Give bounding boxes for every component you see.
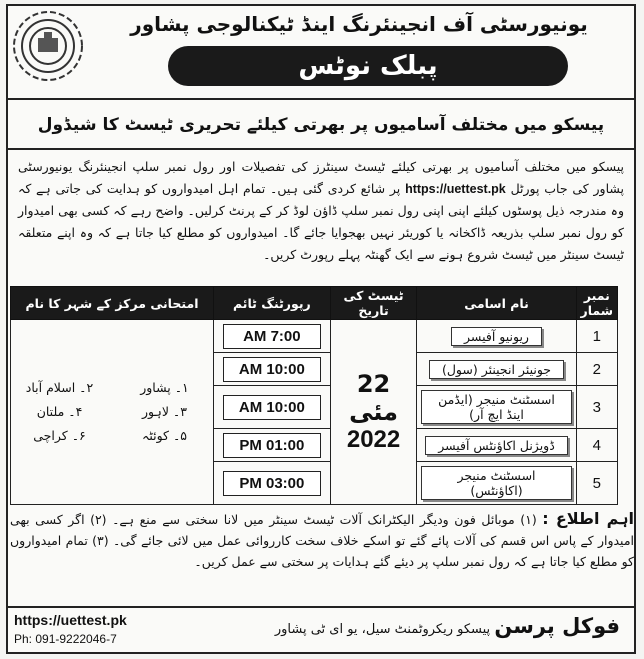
footer-phone: Ph: 091-9222046-7	[14, 632, 117, 646]
row-serial: 3	[576, 386, 617, 429]
notice-subtitle: پیسکو میں مختلف آسامیوں پر بھرتی کیلئے تحریری ٹیسٹ کا شیڈول	[37, 115, 605, 135]
header-date: ٹیسٹ کی تاریخ	[330, 287, 417, 320]
row-post: ڈویژنل اکاؤنٹس آفیسر	[425, 436, 568, 455]
row-serial: 5	[576, 462, 617, 505]
test-date-year: 2022	[346, 426, 401, 453]
divider	[8, 148, 634, 150]
notice-heading: اہم اطلاع :	[542, 509, 634, 528]
city: ۵۔ کوئٹہ	[142, 428, 187, 443]
header-post: نام اسامی	[417, 287, 576, 320]
university-logo-gear-icon	[10, 8, 86, 84]
notice-text: (۱) موبائل فون ودیگر الیکٹرانک آلات ٹیسٹ سینٹر میں لانا سختی سے منع ہے۔ (۲) اگر کسی بھی امیدوار کے پاس اس قسم کی آلات پائے گئے تو اسکے خلاف سخت کارروائی عمل میں لائی جائے گی۔ (۳) تمام امیدواروں کو مطلع کیا جاتا ہے کہ رول نمبر سلپ پر دیئے گئے ہدایات پر سختی سے عمل کریں۔	[10, 512, 634, 569]
focal-person-label: فوکل پرسن	[494, 614, 620, 638]
public-notice-banner: پبلک نوٹس	[168, 46, 568, 86]
city: ۶۔ کراچی	[33, 428, 86, 443]
intro-paragraph	[18, 156, 624, 266]
row-time: 10:00 AM	[223, 395, 321, 420]
test-cities-cell	[11, 320, 214, 505]
test-date-day: 22 مئی	[349, 370, 399, 426]
job-portal-link[interactable]: https://uettest.pk	[405, 182, 506, 196]
city: ۳۔ لاہور	[142, 404, 187, 419]
footer-url-link[interactable]: https://uettest.pk	[14, 612, 127, 628]
header-time: رپورٹنگ ٹائم	[214, 287, 331, 320]
row-serial: 4	[576, 429, 617, 462]
header-serial: نمبر شمار	[576, 287, 617, 320]
intro-text-after: پر شائع کردی گئی ہیں۔ تمام اہل امیدواروں کو ہدایت کی جاتی ہے کہ وہ مندرجہ ذیل پوسٹوں کیلئے اپنی اپنی رول نمبر سلپ ڈاؤن لوڈ کر کے پرنٹ کرلیں۔ واضح رہے کہ کسی بھی امیدوار کو رول نمبر سلپ بذریعہ ڈاکخانہ یا کوریئر نہیں بھجوایا جائے گا۔ امیدواروں کو مطلع کیا جاتا ہے کہ وہ اپنے متعلقہ ٹیسٹ سینٹر میں ٹیسٹ شروع ہونے سے ایک گھنٹہ پہلے رپورٹ کریں۔	[18, 181, 624, 262]
intro-text-before: پیسکو میں مختلف آسامیوں پر بھرتی کیلئے ٹیسٹ سینٹرز کی تفصیلات اور رول نمبر سلپ انجینئرنگ یونیورسٹی پشاور کی جاب پورٹل	[18, 159, 625, 196]
row-time: 10:00 AM	[223, 357, 321, 382]
focal-person	[275, 614, 620, 638]
table-header-row	[11, 287, 618, 320]
important-notice	[10, 508, 634, 572]
row-serial: 2	[576, 353, 617, 386]
row-serial: 1	[576, 320, 617, 353]
row-post: اسسٹنٹ منیجر (ایڈمن اینڈ ایچ آر)	[421, 390, 571, 424]
city: ۲۔ اسلام آباد	[25, 380, 94, 395]
test-date-cell	[330, 320, 417, 505]
row-post: ریونیو آفیسر	[451, 327, 542, 346]
row-time: 01:00 PM	[223, 433, 321, 458]
table-row	[11, 320, 618, 353]
city: ۱۔ پشاور	[140, 380, 189, 395]
footer	[6, 606, 636, 654]
schedule-table	[10, 286, 618, 505]
row-post: جونیئر انجینئر (سول)	[429, 360, 564, 379]
header-city: امتحانی مرکز کے شہر کا نام	[11, 287, 214, 320]
city: ۴۔ ملتان	[36, 404, 83, 419]
row-time: 7:00 AM	[223, 324, 321, 349]
focal-person-text: پیسکو ریکروٹمنٹ سیل، یو ای ٹی پشاور	[274, 622, 491, 637]
row-post: اسسٹنٹ منیجر (اکاؤنٹس)	[421, 466, 571, 500]
row-time: 03:00 PM	[223, 471, 321, 496]
divider	[8, 98, 634, 100]
university-name: یونیورسٹی آف انجینئرنگ اینڈ ٹیکنالوجی پشاور	[130, 12, 588, 36]
